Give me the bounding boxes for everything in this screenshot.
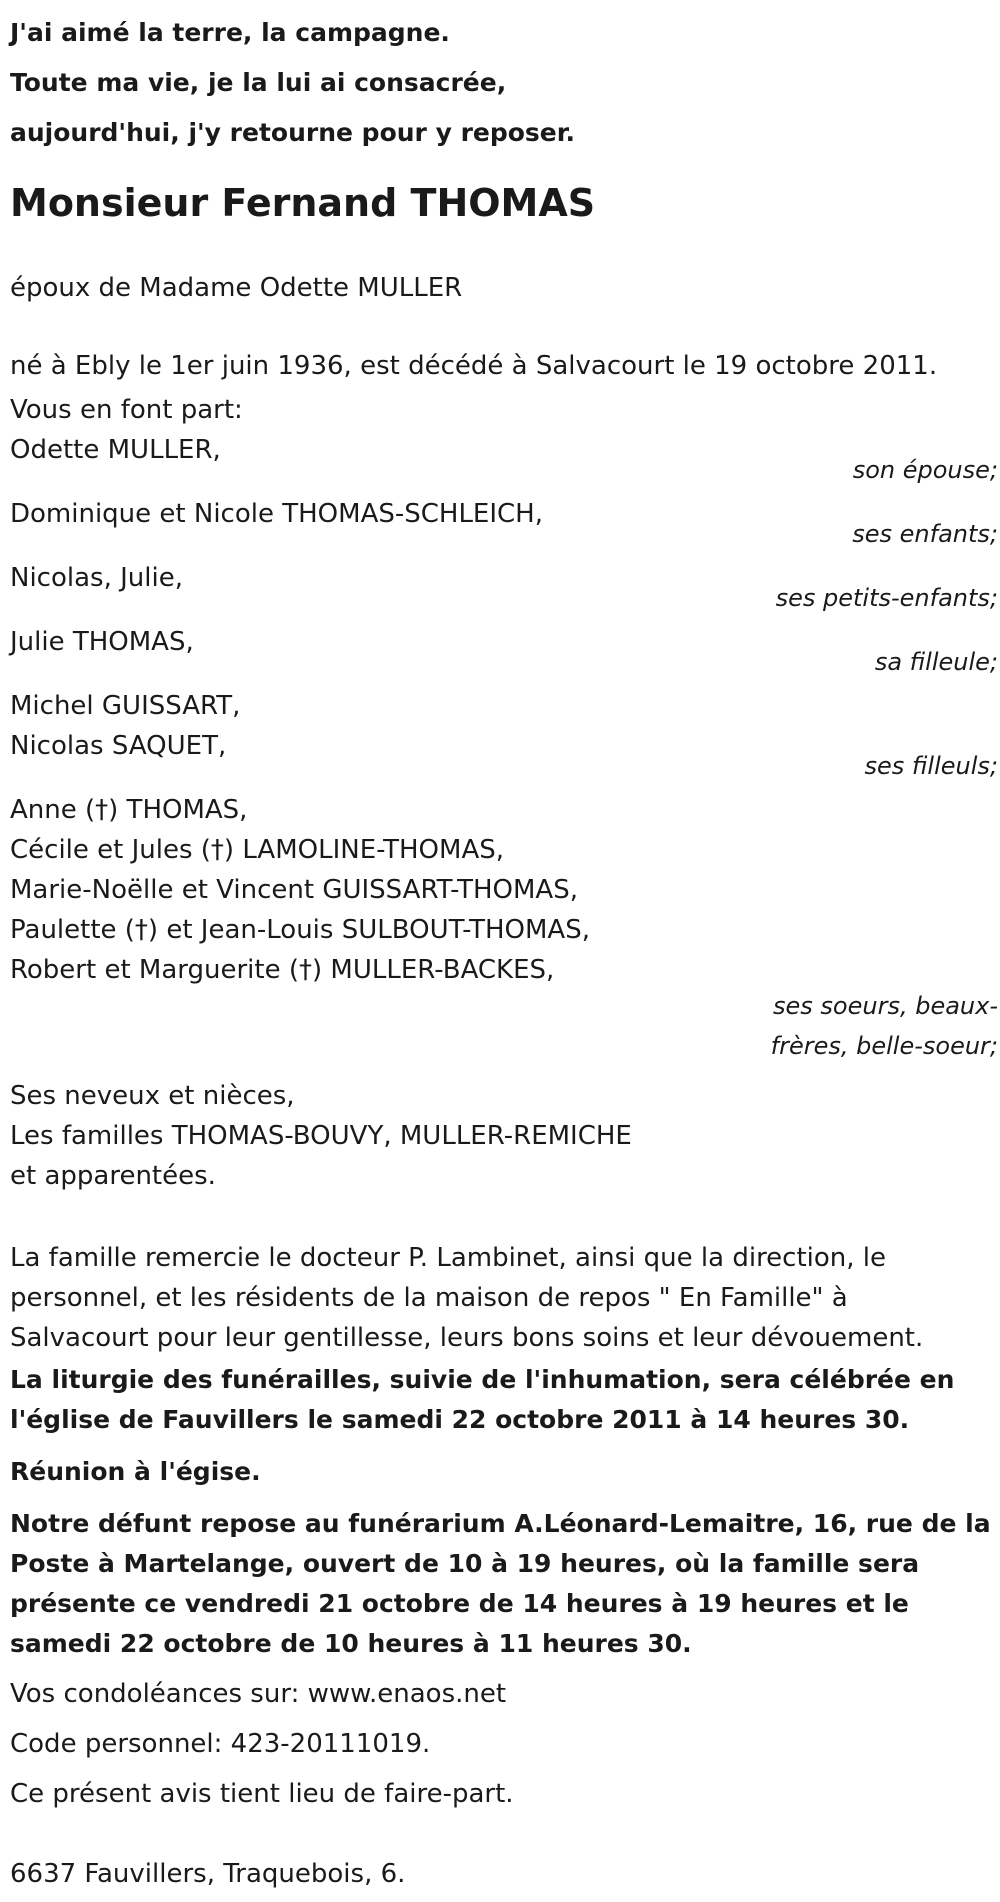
reunion-line: Réunion à l'égise. <box>10 1457 261 1486</box>
family-member: Nicolas SAQUET, <box>10 731 227 761</box>
birth-death-line: né à Ebly le 1er juin 1936, est décédé à Salvacourt le 19 octobre 2011. <box>10 351 938 381</box>
family-group-godchildren <box>10 686 1000 786</box>
poem-line: aujourd'hui, j'y retourne pour y reposer. <box>10 118 576 147</box>
family-relation: ses petits-enfants; <box>775 584 998 612</box>
poem <box>10 8 1000 158</box>
spouse-line: époux de Madame Odette MULLER <box>10 273 463 303</box>
announce-intro: Vous en font part: <box>10 395 243 425</box>
deceased-name: Monsieur Fernand THOMAS <box>10 181 596 225</box>
relatives-line: Ses neveux et nièces, <box>10 1081 295 1111</box>
family-relation: son épouse; <box>852 456 998 484</box>
family-relation: ses filleuls; <box>864 752 998 780</box>
family-member: Marie-Noëlle et Vincent GUISSART-THOMAS, <box>10 875 578 905</box>
family-member: Julie THOMAS, <box>10 627 194 657</box>
poem-line: J'ai aimé la terre, la campagne. <box>10 18 450 47</box>
address-line: 6637 Fauvillers, Traquebois, 6. <box>10 1859 406 1889</box>
family-group-grandchildren <box>10 558 1000 618</box>
family-member: Odette MULLER, <box>10 435 221 465</box>
relatives <box>10 1076 1000 1196</box>
family-list <box>10 430 1000 1066</box>
personal-code-line: Code personnel: 423-20111019. <box>10 1729 431 1759</box>
condolences-line: Vos condoléances sur: www.enaos.net <box>10 1679 507 1709</box>
family-member: Robert et Marguerite (†) MULLER-BACKES, <box>10 955 555 985</box>
family-group-goddaughter <box>10 622 1000 682</box>
relatives-line: et apparentées. <box>10 1161 216 1191</box>
family-group-spouse <box>10 430 1000 490</box>
liturgy-paragraph: La liturgie des funérailles, suivie de l'inhumation, sera célébrée en l'église de Fauvillers le samedi 22 octobre 2011 à 14 heures 30. <box>10 1365 955 1434</box>
family-relation: ses enfants; <box>852 520 998 548</box>
family-member: Anne (†) THOMAS, <box>10 795 248 825</box>
family-group-siblings <box>10 790 1000 1066</box>
thanks-paragraph: La famille remercie le docteur P. Lambinet, ainsi que la direction, le personnel, et les résidents de la maison de repos " En Famille" à Salvacourt pour leur gentillesse, leurs bons soins et leur dévouement. <box>10 1243 924 1353</box>
family-relation: sa filleule; <box>874 648 998 676</box>
family-member: Paulette (†) et Jean-Louis SULBOUT-THOMAS, <box>10 915 590 945</box>
family-member: Cécile et Jules (†) LAMOLINE-THOMAS, <box>10 835 505 865</box>
family-member: Michel GUISSART, <box>10 691 241 721</box>
poem-line: Toute ma vie, je la lui ai consacrée, <box>10 68 507 97</box>
funerarium-paragraph: Notre défunt repose au funérarium A.Léonard-Lemaitre, 16, rue de la Poste à Martelange, ouvert de 10 à 19 heures, où la famille sera présente ce vendredi 21 octobre de 14 heures à 19 heures et le samedi 22 octobre de 10 heures à 11 heures 30. <box>10 1509 991 1658</box>
relatives-line: Les familles THOMAS-BOUVY, MULLER-REMICHE <box>10 1121 632 1151</box>
family-relation: ses soeurs, beaux-frères, belle-soeur; <box>770 992 998 1060</box>
family-member: Dominique et Nicole THOMAS-SCHLEICH, <box>10 499 543 529</box>
family-group-children <box>10 494 1000 554</box>
family-member: Nicolas, Julie, <box>10 563 183 593</box>
notice-line: Ce présent avis tient lieu de faire-part. <box>10 1779 514 1809</box>
